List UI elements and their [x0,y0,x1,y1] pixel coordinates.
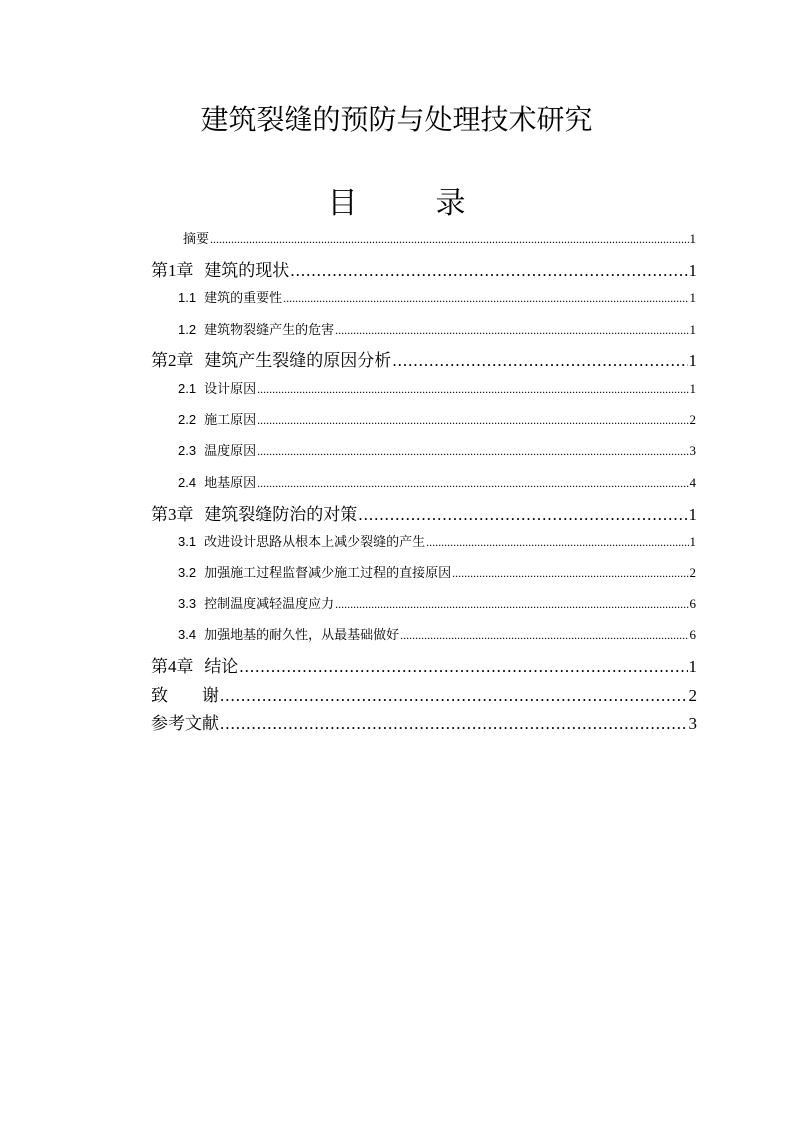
toc-entry-section-3-3[interactable] [178,593,696,615]
toc-page-number: 1 [689,381,696,396]
chapter-prefix: 第 [151,657,168,677]
section-title: 改进设计思路从根本上减少裂缝的产生 [204,535,426,550]
section-number: 1.2 [178,322,197,337]
toc-leader [290,258,687,284]
toc-entry-label [178,593,334,615]
toc-entry-section-1-1[interactable] [178,287,696,309]
chapter-prefix: 第 [151,351,168,371]
toc-leader [257,409,688,431]
toc-leader [239,654,687,680]
toc-leader [220,683,688,709]
toc-entry-label [178,472,256,494]
toc-page-number: 1 [689,534,696,549]
toc-leader [257,472,688,494]
toc-leader [392,348,687,374]
toc-page-number: 1 [689,231,696,246]
toc-page-number: 6 [689,596,696,611]
toc-leader [358,502,687,528]
toc-entry-section-2-1[interactable] [178,378,696,400]
toc-page-number: 1 [689,322,696,337]
toc-page-number: 2 [688,686,697,705]
section-title: 施工原因 [204,413,257,428]
chapter-suffix: 章 [176,261,194,281]
toc-leader [452,562,688,584]
toc-leader [426,531,688,553]
toc-entry-section-2-2[interactable] [178,409,696,431]
chapter-number: 1 [168,261,177,280]
toc-heading-char-1: 目 [327,186,358,221]
section-title: 地基原因 [204,476,257,491]
chapter-suffix: 章 [176,657,194,677]
toc-entry-chapter-4[interactable] [151,654,697,680]
chapter-suffix: 章 [176,505,194,525]
section-title: 建筑物裂缝产生的危害 [204,323,335,338]
toc-entry-label: 参考文献 [151,714,219,734]
toc-entry-label [151,654,238,680]
toc-leader [335,319,688,341]
toc-leader [400,624,688,646]
chapter-number: 3 [168,505,177,524]
toc-leader [257,378,688,400]
section-number: 2.1 [178,381,197,396]
toc-entry-chapter-2[interactable] [151,348,697,374]
toc-page-number: 1 [688,351,697,370]
section-title: 加强施工过程监督减少施工过程的直接原因 [204,566,452,581]
toc-entry-label [151,502,357,528]
toc-page-number: 1 [688,657,697,676]
chapter-number: 4 [168,657,177,676]
section-number: 2.2 [178,412,197,427]
chapter-number: 2 [168,351,177,370]
toc-entry-acknowledgements[interactable] [151,683,697,709]
toc-page-number: 2 [689,412,696,427]
document-title: 建筑裂缝的预防与处理技术研究 [200,103,593,136]
section-number: 1.1 [178,290,197,305]
toc-entry-label [151,258,289,284]
toc-entry-section-2-4[interactable] [178,472,696,494]
chapter-suffix: 章 [176,351,194,371]
toc-page-number: 4 [689,475,696,490]
toc-leader [257,440,688,462]
toc-entry-label [178,378,256,400]
chapter-title: 建筑产生裂缝的原因分析 [204,351,392,371]
toc-heading [0,182,793,226]
toc-heading-char-2: 录 [435,186,466,221]
toc-entry-references[interactable] [151,711,697,737]
toc-page-number: 3 [689,443,696,458]
section-title: 建筑的重要性 [204,291,283,306]
toc-entry-section-3-4[interactable] [178,624,696,646]
toc-page-number: 1 [688,261,697,280]
toc-leader [283,287,688,309]
toc-entry-label [178,319,334,341]
section-title: 加强地基的耐久性，从最基础做好 [204,628,400,643]
toc-entry-section-2-3[interactable] [178,440,696,462]
toc-entry-label: 致 谢 [151,686,219,706]
toc-entry-label [178,531,425,553]
chapter-prefix: 第 [151,261,168,281]
toc-entry-section-3-2[interactable] [178,562,696,584]
toc-leader [210,228,688,250]
toc-entry-section-1-2[interactable] [178,319,696,341]
section-number: 2.3 [178,443,197,458]
toc-page-number: 1 [688,505,697,524]
section-title: 设计原因 [204,382,257,397]
toc-entry-section-3-1[interactable] [178,531,696,553]
toc-page-number: 6 [689,627,696,642]
chapter-title: 建筑的现状 [204,261,290,281]
toc-entry-chapter-1[interactable] [151,258,697,284]
toc-page-number: 1 [689,290,696,305]
chapter-prefix: 第 [151,505,168,525]
toc-entry-label [178,287,282,309]
toc-entry-label: 摘要 [183,232,210,247]
toc-entry-label [178,624,399,646]
section-number: 3.2 [178,565,197,580]
toc-entry-label [178,440,256,462]
chapter-title: 建筑裂缝防治的对策 [204,505,358,525]
section-title: 温度原因 [204,444,257,459]
section-number: 3.1 [178,534,197,549]
toc-leader [220,711,688,737]
section-title: 控制温度减轻温度应力 [204,597,335,612]
toc-page-number: 2 [689,565,696,580]
toc-entry-label [178,562,451,584]
toc-entry-chapter-3[interactable] [151,502,697,528]
section-number: 3.4 [178,627,197,642]
section-number: 2.4 [178,475,197,490]
toc-page-number: 3 [688,714,697,733]
toc-leader [335,593,688,615]
toc-entry-abstract[interactable] [183,228,696,250]
section-number: 3.3 [178,596,197,611]
toc-entry-label [178,409,256,431]
chapter-title: 结论 [204,657,239,677]
toc-entry-label [151,348,391,374]
